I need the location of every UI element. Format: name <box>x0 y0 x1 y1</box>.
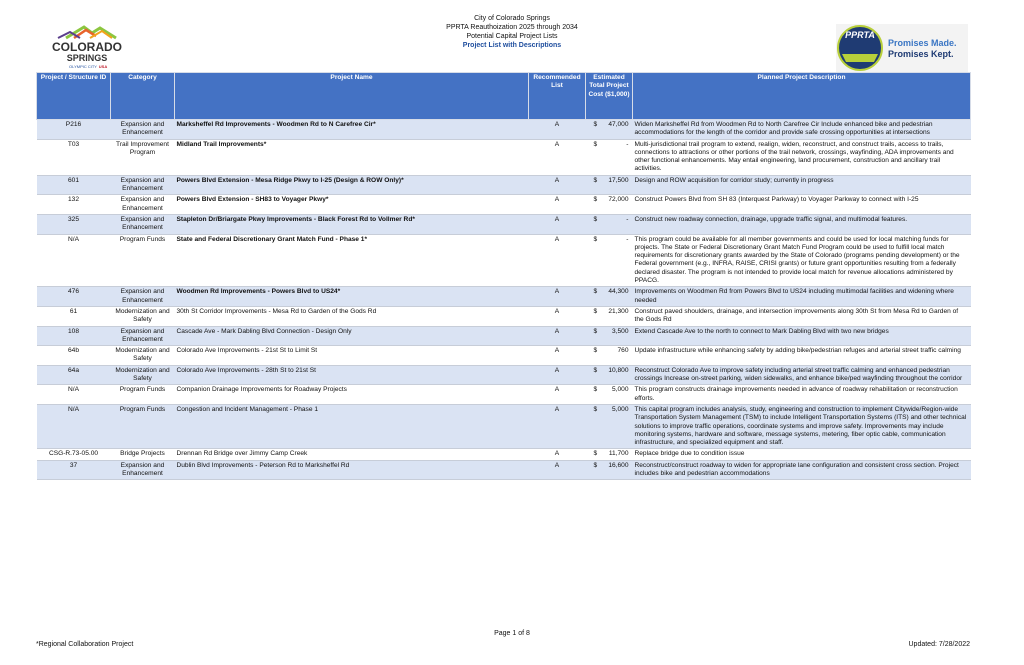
dollar-sign: $ <box>593 327 598 335</box>
estimated-cost-cell <box>586 449 633 460</box>
table-row <box>37 385 971 405</box>
description-cell: Extend Cascade Ave to the north to connect to Mark Dabling Blvd with two new bridges <box>633 326 971 346</box>
table-row <box>37 175 971 195</box>
table-row <box>37 139 971 175</box>
column-header-id: Project / Structure ID <box>37 73 111 120</box>
estimated-cost-cell <box>586 404 633 448</box>
project-id-cell: 37 <box>37 460 111 480</box>
project-id-cell: P216 <box>37 120 111 140</box>
project-id-cell: 64b <box>37 346 111 366</box>
dollar-sign: $ <box>593 461 598 469</box>
recommended-list-cell: A <box>529 365 586 385</box>
cost-value: 11,700 <box>608 450 629 458</box>
table-row <box>37 449 971 460</box>
category-cell: Expansion and Enhancement <box>111 287 175 307</box>
city-name: City of Colorado Springs <box>474 15 550 22</box>
project-id-cell: T03 <box>37 139 111 175</box>
project-list-table <box>36 72 971 480</box>
description-cell: Widen Marksheffel Rd from Woodmen Rd to North Carefree Cir Include enhanced bike and pedestrian accommodations for the length of the corridor and provide safe crossing opportunities at intersections <box>633 120 971 140</box>
cost-value: 10,800 <box>608 366 629 374</box>
description-cell: Replace bridge due to condition issue <box>633 449 971 460</box>
project-name-cell: Colorado Ave Improvements - 28th St to 21st St <box>175 365 529 385</box>
project-id-cell: 61 <box>37 306 111 326</box>
project-name-cell: Companion Drainage Improvements for Roadway Projects <box>175 385 529 405</box>
project-name-cell: Stapleton Dr/Briargate Pkwy Improvements - Black Forest Rd to Vollmer Rd* <box>175 214 529 234</box>
dollar-sign: $ <box>593 176 598 184</box>
table-row <box>37 234 971 287</box>
regional-collaboration-note: *Regional Collaboration Project <box>36 641 134 648</box>
category-cell: Expansion and Enhancement <box>111 195 175 215</box>
category-cell: Program Funds <box>111 234 175 287</box>
column-header-recommended-list: Recommended List <box>529 73 586 120</box>
pprta-badge-text: PPRTA <box>845 30 875 40</box>
project-id-cell: 132 <box>37 195 111 215</box>
table-row <box>37 346 971 366</box>
description-cell: This program constructs drainage improvements needed in advance of roadway rehabilitation or reconstruction efforts. <box>633 385 971 405</box>
project-name-cell: Powers Blvd Extension - SH83 to Voyager Pkwy* <box>175 195 529 215</box>
table-row <box>37 214 971 234</box>
recommended-list-cell: A <box>529 346 586 366</box>
dollar-sign: $ <box>593 405 598 413</box>
category-cell: Expansion and Enhancement <box>111 326 175 346</box>
dollar-sign: $ <box>593 450 598 458</box>
project-name-cell: Drennan Rd Bridge over Jimmy Camp Creek <box>175 449 529 460</box>
category-cell: Expansion and Enhancement <box>111 175 175 195</box>
estimated-cost-cell <box>586 175 633 195</box>
cost-value: 760 <box>617 347 629 355</box>
project-id-cell: N/A <box>37 234 111 287</box>
cost-value: 3,500 <box>611 327 629 335</box>
pprta-slogan-line2: Promises Kept. <box>888 49 954 59</box>
project-name-cell: Colorado Ave Improvements - 21st St to Limit St <box>175 346 529 366</box>
table-row <box>37 326 971 346</box>
pprta-logo <box>836 22 968 76</box>
project-id-cell: CSG-R.73-05.00 <box>37 449 111 460</box>
page-number: Page 1 of 8 <box>494 630 530 637</box>
project-name-cell: Midland Trail Improvements* <box>175 139 529 175</box>
cost-value: - <box>626 235 629 243</box>
description-cell: Improvements on Woodmen Rd from Powers Blvd to US24 including multimodal facilities and widening where needed <box>633 287 971 307</box>
estimated-cost-cell <box>586 365 633 385</box>
reauthorization-title: PPRTA Reauthoization 2025 through 2034 <box>446 24 578 31</box>
category-cell: Expansion and Enhancement <box>111 120 175 140</box>
cost-value: 47,000 <box>608 121 629 128</box>
recommended-list-cell: A <box>529 326 586 346</box>
estimated-cost-cell <box>586 214 633 234</box>
project-name-cell: 30th St Corridor Improvements - Mesa Rd to Garden of the Gods Rd <box>175 306 529 326</box>
recommended-list-cell: A <box>529 385 586 405</box>
dollar-sign: $ <box>593 215 598 223</box>
category-cell: Expansion and Enhancement <box>111 214 175 234</box>
dollar-sign: $ <box>593 307 598 315</box>
logo-tagline-usa: USA <box>98 64 108 69</box>
project-id-cell: 325 <box>37 214 111 234</box>
project-id-cell: N/A <box>37 404 111 448</box>
table-body <box>37 120 971 480</box>
recommended-list-cell: A <box>529 175 586 195</box>
colorado-springs-logo <box>36 24 138 74</box>
description-cell: Construct Powers Blvd from SH 83 (Interquest Parkway) to Voyager Parkway to connect with I-25 <box>633 195 971 215</box>
project-name-cell: State and Federal Discretionary Grant Match Fund - Phase 1* <box>175 234 529 287</box>
estimated-cost-cell <box>586 139 633 175</box>
recommended-list-cell: A <box>529 195 586 215</box>
column-header-estimated-cost: Estimated Total Project Cost ($1,000) <box>586 73 633 120</box>
dollar-sign: $ <box>593 196 598 204</box>
project-name-cell: Cascade Ave - Mark Dabling Blvd Connection - Design Only <box>175 326 529 346</box>
estimated-cost-cell <box>586 120 633 140</box>
list-subtitle: Project List with Descriptions <box>462 42 562 49</box>
table-row <box>37 460 971 480</box>
column-header-project-name: Project Name <box>175 73 529 120</box>
estimated-cost-cell <box>586 346 633 366</box>
project-name-cell: Dublin Blvd Improvements - Peterson Rd to Marksheffel Rd <box>175 460 529 480</box>
description-cell: Reconstruct Colorado Ave to improve safety including arterial street traffic calming and enhanced pedestrian crossings Increase on-street parking, widen sidewalks, and enhance bike/ped wayfinding throughout the corridor <box>633 365 971 385</box>
description-cell: This program could be available for all member governments and could be used for local matching funds for projects. The State or Federal Discretionary Grant Match Fund Program could be used to fulfill local match requirements for discretionary grants awarded by the State of Colorado (programs pending development) or the Federal government (e.g., INFRA, RAISE, CRISI grants) or future grant opportunities resulting from a federally declared disaster. The program is not intended to provide local match for revenue allocations administered by PPACG. <box>633 234 971 287</box>
estimated-cost-cell <box>586 287 633 307</box>
project-id-cell: 64a <box>37 365 111 385</box>
category-cell: Bridge Projects <box>111 449 175 460</box>
category-cell: Expansion and Enhancement <box>111 460 175 480</box>
cost-value: 72,000 <box>608 196 629 204</box>
logo-word-springs: SPRINGS <box>66 53 108 63</box>
table-row <box>37 287 971 307</box>
project-name-cell: Marksheffel Rd Improvements - Woodmen Rd to N Carefree Cir* <box>175 120 529 140</box>
category-cell: Trail Improvement Program <box>111 139 175 175</box>
dollar-sign: $ <box>593 386 598 394</box>
estimated-cost-cell <box>586 385 633 405</box>
estimated-cost-cell <box>586 460 633 480</box>
recommended-list-cell: A <box>529 234 586 287</box>
recommended-list-cell: A <box>529 449 586 460</box>
table-row <box>37 120 971 140</box>
cost-value: 17,500 <box>608 176 629 184</box>
logo-word-colorado: COLORADO <box>52 40 122 54</box>
table-header-row <box>37 73 971 120</box>
recommended-list-cell: A <box>529 306 586 326</box>
dollar-sign: $ <box>593 121 598 128</box>
project-id-cell: N/A <box>37 385 111 405</box>
cost-value: 21,300 <box>608 307 629 315</box>
table-row <box>37 306 971 326</box>
table-row <box>37 404 971 448</box>
dollar-sign: $ <box>593 288 598 296</box>
description-cell: Update infrastructure while enhancing safety by adding bike/pedestrian refuges and arterial street traffic calming <box>633 346 971 366</box>
recommended-list-cell: A <box>529 214 586 234</box>
table-row <box>37 365 971 385</box>
list-title: Potential Capital Project Lists <box>466 33 558 40</box>
cost-value: 44,300 <box>608 288 629 296</box>
logo-tagline-city: OLYMPIC CITY <box>69 64 97 69</box>
project-name-cell: Powers Blvd Extension - Mesa Ridge Pkwy to I-25 (Design & ROW Only)* <box>175 175 529 195</box>
project-id-cell: 601 <box>37 175 111 195</box>
description-cell: This capital program includes analysis, study, engineering and construction to implement Citywide/Region-wide Transportation System Management (TSM) to include Intelligent Transportation Systems (ITS) and other technical solutions to improve traffic operations, coordinate systems and improve safety. Improvements may include monitoring systems, hardware and software, message systems, metering, fiber optic cable, communication infrastructure, and specialized equipment and staff. <box>633 404 971 448</box>
project-name-cell: Woodmen Rd Improvements - Powers Blvd to US24* <box>175 287 529 307</box>
dollar-sign: $ <box>593 347 598 355</box>
estimated-cost-cell <box>586 306 633 326</box>
cost-value: 16,600 <box>608 461 629 469</box>
category-cell: Program Funds <box>111 385 175 405</box>
category-cell: Program Funds <box>111 404 175 448</box>
recommended-list-cell: A <box>529 404 586 448</box>
project-id-cell: 476 <box>37 287 111 307</box>
cost-value: - <box>626 215 629 223</box>
dollar-sign: $ <box>593 140 598 148</box>
cost-value: 5,000 <box>611 405 629 413</box>
category-cell: Modernization and Safety <box>111 365 175 385</box>
description-cell: Reconstruct/construct roadway to widen for appropriate lane configuration and consistent cross section. Project includes bike and pedestrian accommodations <box>633 460 971 480</box>
updated-date: Updated: 7/28/2022 <box>908 641 970 648</box>
cost-value: 5,000 <box>611 386 629 394</box>
dollar-sign: $ <box>593 235 598 243</box>
recommended-list-cell: A <box>529 139 586 175</box>
pprta-slogan-line1: Promises Made. <box>888 38 957 48</box>
recommended-list-cell: A <box>529 287 586 307</box>
estimated-cost-cell <box>586 195 633 215</box>
category-cell: Modernization and Safety <box>111 346 175 366</box>
cost-value: - <box>626 140 629 148</box>
description-cell: Multi-jurisdictional trail program to extend, realign, widen, reconstruct, and construct trails, access to trails, connections to attractions or other portions of the trail network, crossings, wayfinding, ADA improvements and other functional enhancements. May entail engineering, land procurement, construction and ancillary trail activities. <box>633 139 971 175</box>
description-cell: Design and ROW acquisition for corridor study; currently in progress <box>633 175 971 195</box>
column-header-description: Planned Project Description <box>633 73 971 120</box>
category-cell: Modernization and Safety <box>111 306 175 326</box>
description-cell: Construct paved shoulders, drainage, and intersection improvements along 30th St from Mesa Rd to Garden of the Gods Rd <box>633 306 971 326</box>
project-name-cell: Congestion and Incident Management - Phase 1 <box>175 404 529 448</box>
project-id-cell: 108 <box>37 326 111 346</box>
description-cell: Construct new roadway connection, drainage, upgrade traffic signal, and multimodal features. <box>633 214 971 234</box>
dollar-sign: $ <box>593 366 598 374</box>
table-row <box>37 195 971 215</box>
recommended-list-cell: A <box>529 120 586 140</box>
recommended-list-cell: A <box>529 460 586 480</box>
estimated-cost-cell <box>586 326 633 346</box>
column-header-category: Category <box>111 73 175 120</box>
estimated-cost-cell <box>586 234 633 287</box>
